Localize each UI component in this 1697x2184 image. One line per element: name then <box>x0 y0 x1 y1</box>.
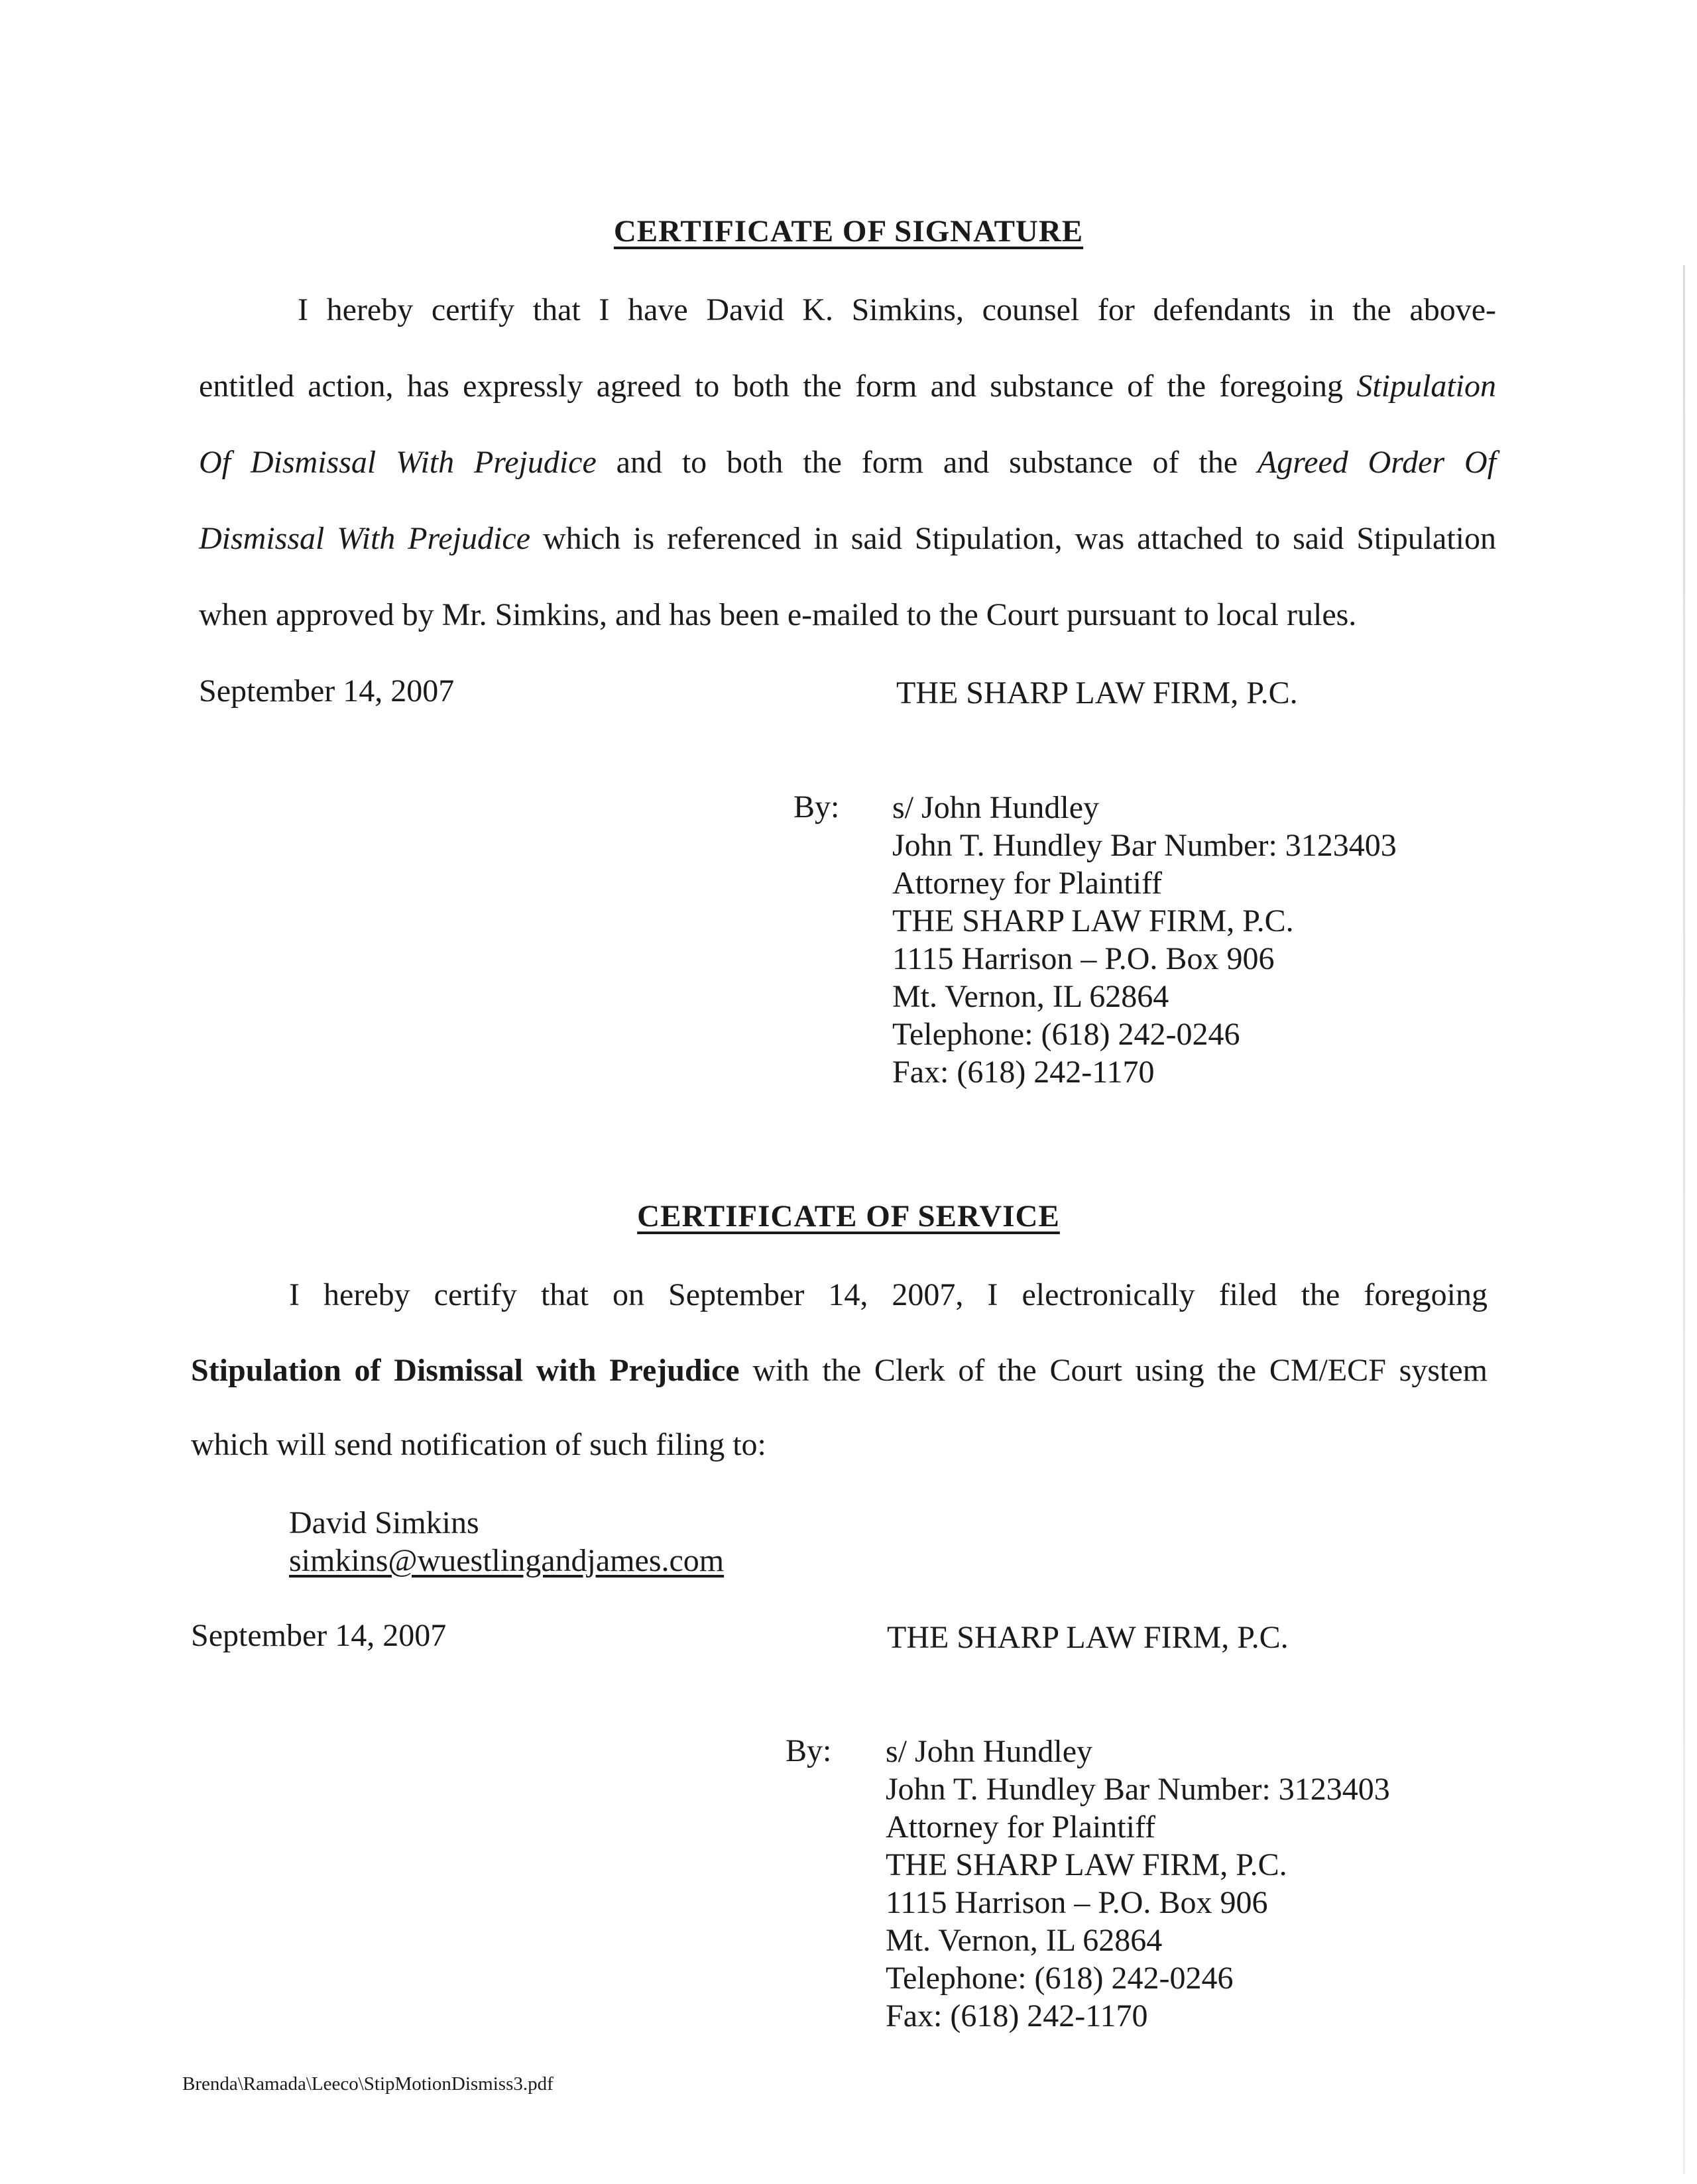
firm-city: Mt. Vernon, IL 62864 <box>886 1923 1163 1958</box>
recipient-name: David Simkins <box>289 1505 479 1540</box>
firm-fax: Fax: (618) 242-1170 <box>892 1055 1155 1090</box>
firm-street: 1115 Harrison – P.O. Box 906 <box>886 1885 1268 1920</box>
signature-date: September 14, 2007 <box>199 673 455 709</box>
signature-para-line-1: I hereby certify that I have David K. Simkins, counsel for defendants in the above- <box>298 292 1496 327</box>
service-heading: CERTIFICATE OF SERVICE <box>637 1199 1060 1234</box>
service-para-line-3: which will send notification of such filing to: <box>191 1427 766 1462</box>
service-date: September 14, 2007 <box>191 1618 447 1653</box>
firm-fax: Fax: (618) 242-1170 <box>886 1998 1148 2034</box>
signature-para-line-4: Dismissal With Prejudice which is referenced in said Stipulation, was attached to said Stipulation <box>199 521 1497 556</box>
service-firm: THE SHARP LAW FIRM, P.C. <box>887 1620 1289 1655</box>
signature-para-line-3: Of Dismissal With Prejudice and to both the form and substance of the Agreed Order Of <box>199 445 1497 480</box>
firm-street: 1115 Harrison – P.O. Box 906 <box>892 941 1275 976</box>
signature-line: s/ John Hundley <box>886 1734 1092 1769</box>
recipient-email-link[interactable]: simkins@wuestlingandjames.com <box>289 1543 725 1578</box>
attorney-name-bar-number: John T. Hundley Bar Number: 3123403 <box>892 828 1397 863</box>
signature-para-line-5: when approved by Mr. Simkins, and has been e-mailed to the Court pursuant to local rules. <box>199 597 1357 632</box>
signature-by-label: By: <box>793 789 840 825</box>
signature-heading: CERTIFICATE OF SIGNATURE <box>613 214 1084 249</box>
signature-para-line-2: entitled action, has expressly agreed to both the form and substance of the foregoing Stipulation <box>199 369 1497 404</box>
signature-firm: THE SHARP LAW FIRM, P.C. <box>896 675 1298 711</box>
firm-telephone: Telephone: (618) 242-0246 <box>892 1017 1240 1052</box>
recipient-email-row <box>289 1542 724 1579</box>
firm-name: THE SHARP LAW FIRM, P.C. <box>886 1847 1287 1882</box>
service-para-line-2: Stipulation of Dismissal with Prejudice with the Clerk of the Court using the CM/ECF system <box>191 1353 1488 1388</box>
attorney-role: Attorney for Plaintiff <box>886 1810 1156 1845</box>
signature-block <box>892 789 1397 1091</box>
attorney-name-bar-number: John T. Hundley Bar Number: 3123403 <box>886 1772 1390 1807</box>
service-by-label: By: <box>786 1733 832 1768</box>
firm-telephone: Telephone: (618) 242-0246 <box>886 1961 1234 1996</box>
attorney-role: Attorney for Plaintiff <box>892 866 1163 901</box>
firm-name: THE SHARP LAW FIRM, P.C. <box>892 903 1294 939</box>
service-para-line-1: I hereby certify that on September 14, 2007, I electronically filed the foregoing <box>289 1277 1488 1312</box>
firm-city: Mt. Vernon, IL 62864 <box>892 979 1169 1014</box>
footer-file-path: Brenda\Ramada\Leeco\StipMotionDismiss3.pdf <box>182 2073 554 2095</box>
service-signature-block <box>886 1733 1390 2035</box>
signature-line: s/ John Hundley <box>892 790 1099 825</box>
